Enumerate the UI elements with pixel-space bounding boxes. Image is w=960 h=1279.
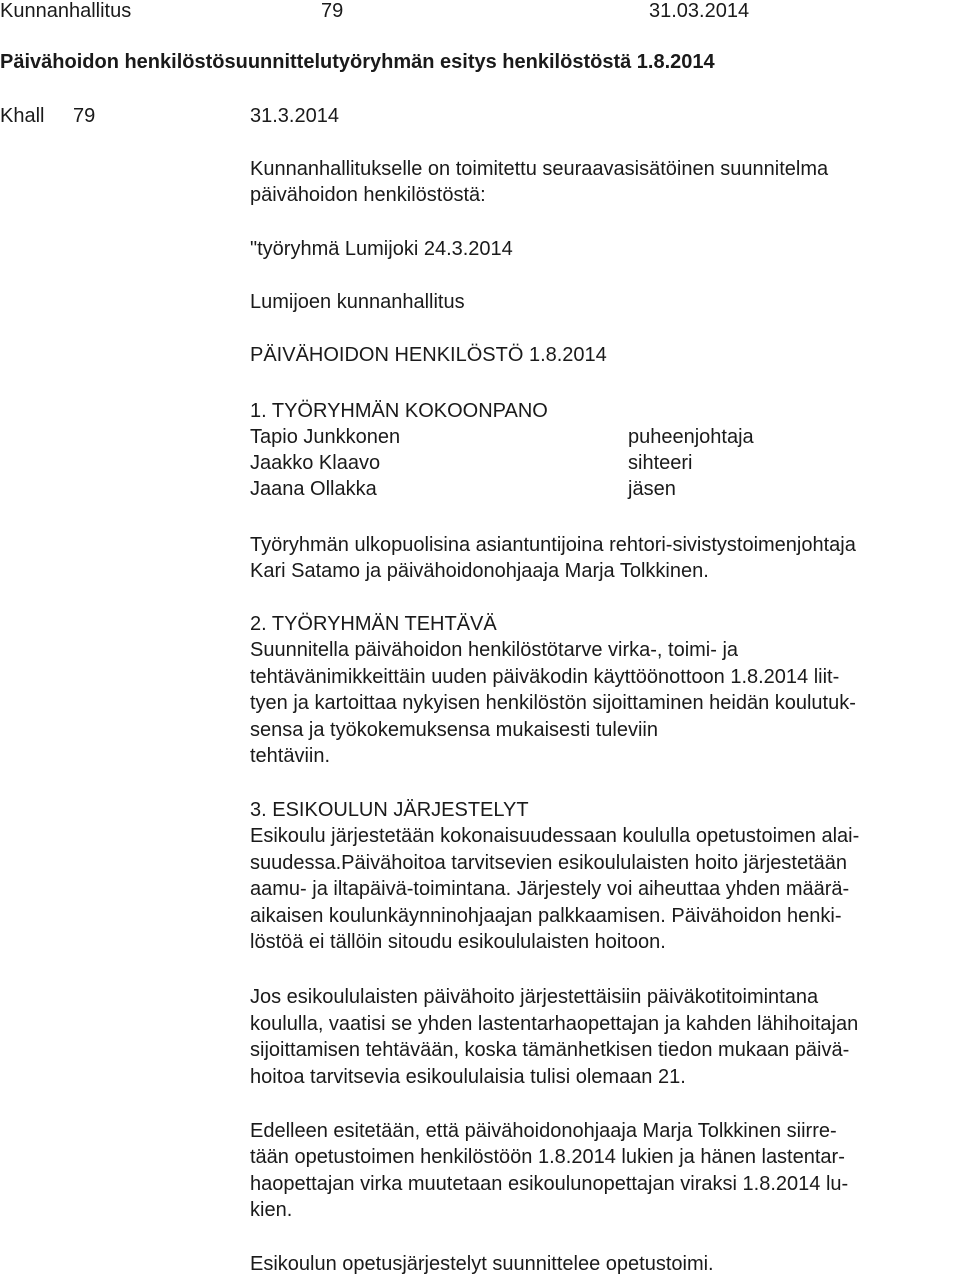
paragraph-text: kien. [250,1199,293,1221]
meta-body: Khall [0,105,45,127]
doc-heading: PÄIVÄHOIDON HENKILÖSTÖ 1.8.2014 [250,344,607,366]
paragraph-text: Edelleen esitetään, että päivähoidonohjaaja Marja Tolkkinen siirre- [250,1120,837,1142]
quote-line: "työryhmä Lumijoki 24.3.2014 [250,238,513,260]
section-3-text: aamu- ja iltapäivä-toimintana. Järjestely voi aiheuttaa yhden määrä- [250,878,850,900]
member-name: Jaana Ollakka [250,478,377,500]
member-role: sihteeri [628,452,693,474]
section-3-text: Esikoulu järjestetään kokonaisuudessaan koululla opetustoimen alai- [250,825,860,847]
member-name: Jaakko Klaavo [250,452,381,474]
intro-line: Kunnanhallitukselle on toimitettu seuraavasisätöinen suunnitelma [250,158,829,180]
document-title: Päivähoidon henkilöstösuunnittelutyöryhmän esitys henkilöstöstä 1.8.2014 [0,51,715,73]
section-3-text: aikaisen koulunkäynninohjaajan palkkaamisen. Päivähoidon henki- [250,905,842,927]
section-2-text: tehtäviin. [250,745,331,767]
intro-line: päivähoidon henkilöstöstä: [250,184,486,206]
paragraph-text: Esikoulun opetusjärjestelyt suunnittelee opetustoimi. [250,1253,714,1275]
paragraph-text: haopettajan virka muutetaan esikoulunopettajan viraksi 1.8.2014 lu- [250,1173,849,1195]
board-name: Lumijoen kunnanhallitus [250,291,465,313]
meta-number: 79 [73,105,96,127]
member-role: puheenjohtaja [628,426,754,448]
section-2-heading: 2. TYÖRYHMÄN TEHTÄVÄ [250,613,497,635]
section-1-text: Kari Satamo ja päivähoidonohjaaja Marja Tolkkinen. [250,560,709,582]
paragraph-text: sijoittamisen tehtävään, koska tämänhetkisen tiedon mukaan päivä- [250,1039,850,1061]
header-section: 79 [321,0,344,22]
section-2-text: tehtävänimikkeittäin uuden päiväkodin käyttöönottoon 1.8.2014 liit- [250,666,840,688]
paragraph-text: hoitoa tarvitsevia esikoululaisia tulisi olemaan 21. [250,1066,686,1088]
header-date: 31.03.2014 [649,0,750,22]
meta-date: 31.3.2014 [250,105,339,127]
paragraph-text: tään opetustoimen henkilöstöön 1.8.2014 lukien ja hänen lastentar- [250,1146,845,1168]
member-role: jäsen [628,478,676,500]
paragraph-text: koululla, vaatisi se yhden lastentarhaopettajan ja kahden lähihoitajan [250,1013,859,1035]
section-2-text: sensa ja työkokemuksensa mukaisesti tuleviin [250,719,658,741]
header-org: Kunnanhallitus [0,0,132,22]
paragraph-text: Jos esikoululaisten päivähoito järjestettäisiin päiväkotitoimintana [250,986,819,1008]
section-1-text: Työryhmän ulkopuolisina asiantuntijoina rehtori-sivistystoimenjohtaja [250,534,856,556]
section-3-heading: 3. ESIKOULUN JÄRJESTELYT [250,799,529,821]
section-3-text: suudessa.Päivähoitoa tarvitsevien esikoululaisten hoito järjestetään [250,852,848,874]
section-3-text: löstöä ei tällöin sitoudu esikoululaisten hoitoon. [250,931,666,953]
section-2-text: tyen ja kartoittaa nykyisen henkilöstön sijoittaminen heidän koulutuk- [250,692,856,714]
section-2-text: Suunnitella päivähoidon henkilöstötarve virka-, toimi- ja [250,639,739,661]
member-name: Tapio Junkkonen [250,426,401,448]
section-1-heading: 1. TYÖRYHMÄN KOKOONPANO [250,400,548,422]
